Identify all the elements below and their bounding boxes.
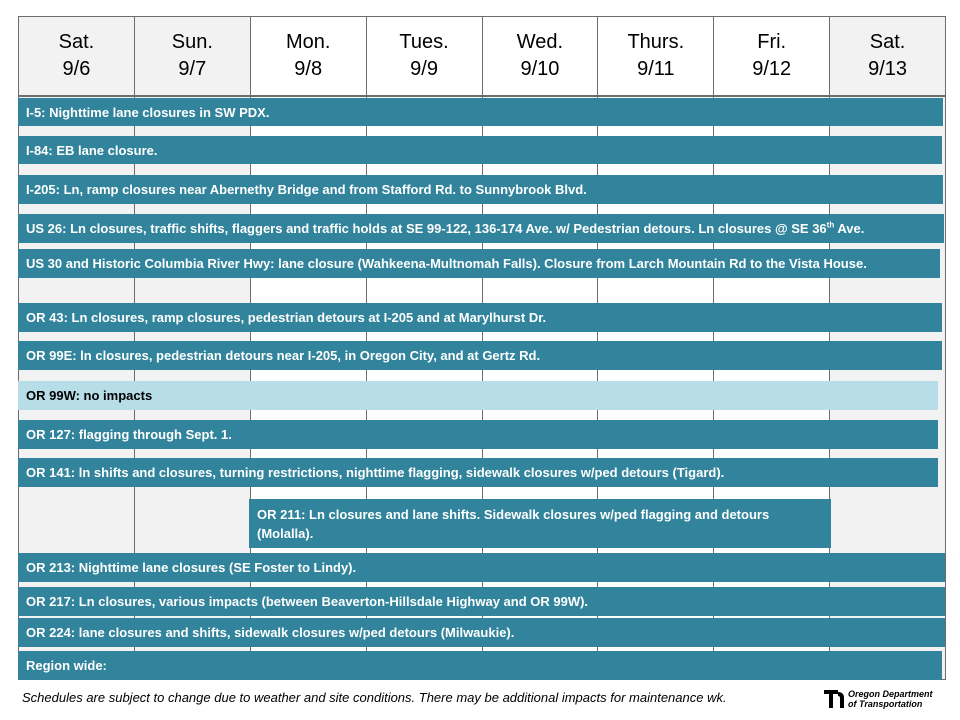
event-bar-region-wide <box>18 651 942 680</box>
event-text: OR 43: Ln closures, ramp closures, pedestrian detours at I-205 and at Marylhurst Dr. <box>26 310 547 325</box>
event-text: I-205: Ln, ramp closures near Abernethy Bridge and from Stafford Rd. to Sunnybrook Blvd. <box>26 182 587 197</box>
day-name: Fri. <box>757 31 787 53</box>
day-date: 9/6 <box>62 58 91 80</box>
event-bar-us30 <box>18 249 940 278</box>
odot-logo-icon <box>823 688 845 710</box>
day-header <box>830 17 945 97</box>
day-date: 9/9 <box>410 58 438 80</box>
day-header <box>483 17 598 97</box>
event-text: I-84: EB lane closure. <box>26 142 158 158</box>
odot-logo <box>823 688 933 710</box>
footnote: Schedules are subject to change due to weather and site conditions. There may be additional impacts for maintenance wk. <box>22 690 727 705</box>
logo-text <box>848 689 933 709</box>
day-name: Thurs. <box>627 31 685 53</box>
event-text: OR 141: ln shifts and closures, turning restrictions, nighttime flagging, sidewalk closures w/ped detours (Tigard). <box>26 465 725 480</box>
event-text: OR 213: Nighttime lane closures (SE Foster to Lindy). <box>26 560 357 575</box>
day-header <box>714 17 829 97</box>
event-text: OR 99W: no impacts <box>26 388 153 403</box>
day-name: Sat. <box>58 31 95 53</box>
day-name: Sat. <box>869 31 906 53</box>
event-bar-i5 <box>18 98 943 126</box>
event-text: US 30 and Historic Columbia River Hwy: lane closure (Wahkeena-Multnomah Falls). Closure from Larch Mountain Rd to the Vista House. <box>26 256 867 271</box>
day-header <box>19 17 134 97</box>
day-name: Tues. <box>399 31 449 53</box>
event-bar-i205 <box>18 175 943 204</box>
event-text: OR 224: lane closures and shifts, sidewalk closures w/ped detours (Milwaukie). <box>26 625 515 640</box>
day-date: 9/7 <box>178 58 207 80</box>
day-name: Mon. <box>285 31 331 53</box>
event-text: OR 217: Ln closures, various impacts (between Beaverton-Hillsdale Highway and OR 99W). <box>26 594 589 609</box>
day-header <box>598 17 713 97</box>
day-header <box>251 17 366 97</box>
event-text: Region wide: <box>26 658 107 673</box>
event-bar-or127 <box>18 420 938 449</box>
event-bar-or224 <box>18 618 945 647</box>
event-bar-or217 <box>18 587 945 616</box>
event-text: I-5: Nighttime lane closures in SW PDX. <box>26 104 270 120</box>
event-text: OR 127: flagging through Sept. 1. <box>26 427 232 442</box>
logo-line2: of Transportation <box>848 699 923 709</box>
day-date: 9/11 <box>637 58 675 80</box>
event-text: US 26: Ln closures, traffic shifts, flaggers and traffic holds at SE 99-122, 136-174 Ave. w/ Pedestrian detours. Ln closures @ SE 36th Ave. <box>26 220 865 236</box>
event-bar-or99e <box>18 341 942 370</box>
day-header <box>135 17 250 97</box>
event-text: OR 211: Ln closures and lane shifts. Sidewalk closures w/ped flagging and detours (Molalla). <box>257 507 770 541</box>
event-bar-us26 <box>18 214 944 243</box>
event-bar-or43 <box>18 303 942 332</box>
day-date: 9/10 <box>520 58 560 80</box>
day-date: 9/8 <box>294 58 323 80</box>
event-text: OR 99E: ln closures, pedestrian detours near I-205, in Oregon City, and at Gertz Rd. <box>26 348 541 363</box>
event-bar-or211 <box>249 499 831 548</box>
event-bar-i84 <box>18 136 942 164</box>
event-bar-or141 <box>18 458 938 487</box>
day-date: 9/13 <box>868 58 908 80</box>
event-bar-or99w <box>18 381 938 410</box>
event-bar-or213 <box>18 553 945 582</box>
logo-line1: Oregon Department <box>848 689 933 699</box>
day-name: Sun. <box>171 31 213 53</box>
day-header <box>367 17 482 97</box>
day-date: 9/12 <box>752 58 792 80</box>
day-name: Wed. <box>516 31 564 53</box>
